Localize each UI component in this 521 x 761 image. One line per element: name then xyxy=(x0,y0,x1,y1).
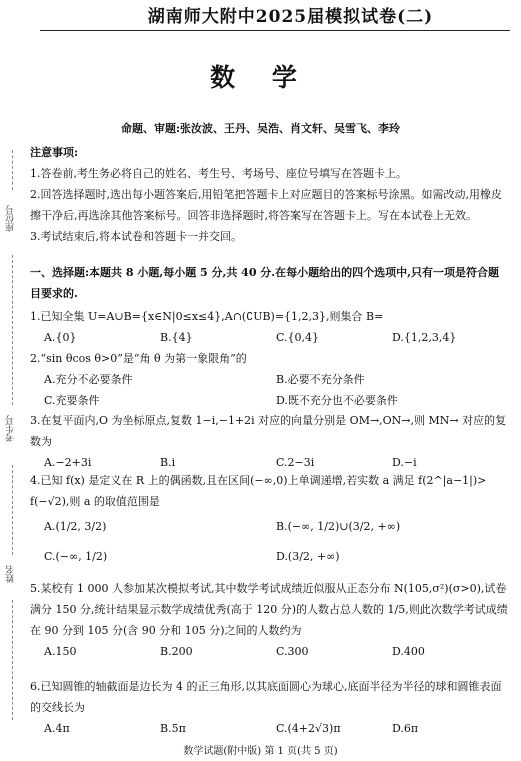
question-6 xyxy=(30,676,508,739)
question-1 xyxy=(30,306,508,348)
question-5 xyxy=(30,578,508,662)
options xyxy=(44,369,508,411)
option-c: C.2−3i xyxy=(276,456,315,469)
option-d: D.(3/2, +∞) xyxy=(276,550,340,563)
option-c: C.(4+2√3)π xyxy=(276,722,341,735)
question-stem: 1.已知全集 U=A∪B={x∈N|0≤x≤4},A∩(∁UB)={1,2,3},则集合 B= xyxy=(30,310,384,323)
option-d: D.6π xyxy=(392,722,419,735)
option-a: A.(1/2, 3/2) xyxy=(44,520,107,533)
question-stem: 6.已知圆锥的轴截面是边长为 4 的正三角形,以其底面圆心为球心,底面半径为半径的球和圆锥表面的交线长为 xyxy=(30,680,502,714)
option-b: B.5π xyxy=(160,722,186,735)
note-item: 2.回答选择题时,选出每小题答案后,用铅笔把答题卡上对应题目的答案标号涂黑。如需改动,用橡皮擦干净后,再选涂其他答案标号。回答非选择题时,将答案写在答题卡上。写在本试卷上无效。 xyxy=(30,188,502,222)
option-c: C.{0,4} xyxy=(276,331,320,344)
option-d: D.400 xyxy=(392,645,425,658)
header-rule xyxy=(40,30,510,31)
question-2 xyxy=(30,348,508,411)
options xyxy=(44,718,508,739)
exam-title: 湖南师大附中2025届模拟试卷(二) xyxy=(147,7,434,27)
option-b: B.必要不充分条件 xyxy=(276,373,365,386)
section-heading: 一、选择题:本题共 8 小题,每小题 5 分,共 40 分.在每小题给出的四个选项中,只有一项是符合题目要求的. xyxy=(30,266,499,300)
option-b: B.i xyxy=(160,456,176,469)
seat-label: 座位号 xyxy=(6,205,16,232)
question-stem: 3.在复平面内,O 为坐标原点,复数 1−i,−1+2i 对应的向量分别是 OM→,ON→,则 MN→ 对应的复数为 xyxy=(30,414,507,448)
question-stem: 2.“sin θcos θ>0”是“角 θ 为第一象限角”的 xyxy=(30,352,247,365)
authors-line: 命题、审题:张汝波、王丹、吴浩、肖文轩、吴雪飞、李玲 xyxy=(120,122,401,135)
margin-line xyxy=(12,150,13,190)
question-stem: 4.已知 f(x) 是定义在 R 上的偶函数,且在区间(−∞,0)上单调递增,若实数 a 满足 f(2^|a−1|)> f(−√2),则 a 的取值范围是 xyxy=(30,474,487,508)
notes-block xyxy=(30,142,508,247)
candidate-number-label: 考生号 xyxy=(6,415,16,442)
margin-line xyxy=(12,255,13,405)
option-b: B.200 xyxy=(160,645,193,658)
notes-heading: 注意事项: xyxy=(30,146,79,159)
option-a: A.−2+3i xyxy=(44,456,92,469)
option-c: C.充要条件 xyxy=(44,394,100,407)
options xyxy=(44,327,508,348)
option-c: C.300 xyxy=(276,645,309,658)
subject-title: 数 学 xyxy=(210,63,311,92)
options xyxy=(44,641,508,662)
question-3 xyxy=(30,410,508,473)
option-d: D.既不充分也不必要条件 xyxy=(276,394,398,407)
margin-line xyxy=(12,600,13,720)
binding-margin xyxy=(0,150,26,730)
option-d: D.{1,2,3,4} xyxy=(392,331,457,344)
margin-line xyxy=(12,465,13,555)
note-item: 1.答卷前,考生务必将自己的姓名、考生号、考场号、座位号填写在答题卡上。 xyxy=(30,167,407,180)
option-a: A.{0} xyxy=(44,331,77,344)
page-footer: 数学试题(附中版) 第 1 页(共 5 页) xyxy=(183,746,338,757)
option-d: D.−i xyxy=(392,456,417,469)
options xyxy=(44,512,508,572)
option-a: A.150 xyxy=(44,645,77,658)
option-b: B.(−∞, 1/2)∪(3/2, +∞) xyxy=(276,520,401,533)
question-stem: 5.某校有 1 000 人参加某次模拟考试,其中数学考试成绩近似服从正态分布 N(105,σ²)(σ>0),试卷满分 150 分,统计结果显示数学成绩优秀(高于 120 分)的人数占总人数的 1/5,则此次数学考试成绩在 90 分到 105 分(含 90 分和 105 分)之间的人数约为 xyxy=(30,582,508,637)
option-a: A.4π xyxy=(44,722,70,735)
name-label: 姓名 xyxy=(6,565,16,583)
option-a: A.充分不必要条件 xyxy=(44,373,133,386)
question-4 xyxy=(30,470,508,572)
header xyxy=(0,2,521,27)
option-b: B.{4} xyxy=(160,331,193,344)
note-item: 3.考试结束后,将本试卷和答题卡一并交回。 xyxy=(30,230,242,243)
option-c: C.(−∞, 1/2) xyxy=(44,550,108,563)
